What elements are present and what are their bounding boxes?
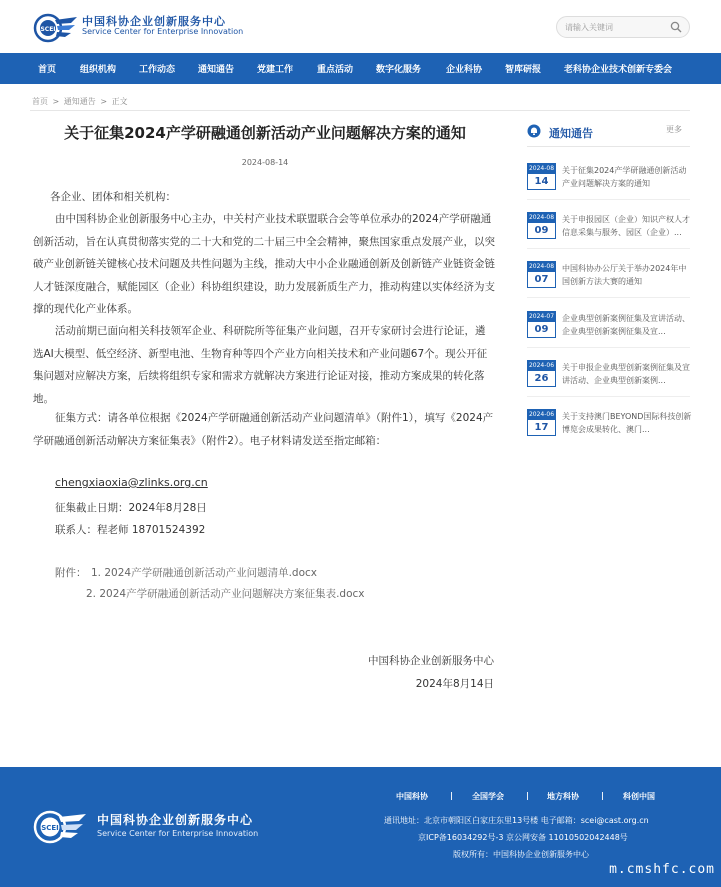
breadcrumb-home[interactable]: 首页 — [32, 97, 48, 106]
svg-text:SCEI: SCEI — [41, 824, 59, 832]
footer-address: 通讯地址：北京市朝阳区白家庄东里13号楼 电子邮箱：scei@cast.org.cn — [384, 816, 649, 825]
notice-title[interactable]: 关于申报企业典型创新案例征集及宣讲活动、企业典型创新案例... — [562, 363, 690, 385]
notice-title[interactable]: 关于申报园区（企业）知识产权人才信息采集与服务、园区（企业）... — [562, 215, 690, 237]
attachment-link-2[interactable]: 2. 2024产学研融通创新活动产业问题解决方案征集表.docx — [86, 588, 365, 600]
footer-link-separator: | — [526, 791, 529, 800]
article-paragraph-3: 征集方式：请各单位根据《2024产学研融通创新活动产业问题清单》（附件1），填写《2024产学研融通创新活动解决方案征集表》（附件2）。电子材料请发送至指定邮箱： — [33, 412, 494, 447]
breadcrumb-notices[interactable]: 通知通告 — [63, 97, 96, 106]
nav-item-senior-committee[interactable]: 老科协企业技术创新专委会 — [564, 65, 673, 75]
search-input[interactable] — [565, 20, 665, 35]
notice-divider — [527, 248, 690, 249]
notice-list-item[interactable] — [527, 212, 692, 252]
notice-date-day: 07 — [534, 274, 549, 285]
breadcrumb-current: 正文 — [111, 97, 128, 106]
footer-link-separator: | — [601, 791, 604, 800]
footer-link-local-cast[interactable]: 地方科协 — [547, 792, 579, 801]
nav-item-enterprise-cast[interactable]: 企业科协 — [446, 65, 483, 75]
notice-list-item[interactable] — [527, 261, 692, 301]
notice-list-item[interactable] — [527, 311, 692, 351]
notice-divider — [527, 297, 690, 298]
notice-date-box — [527, 212, 556, 239]
notice-title[interactable]: 中国科协办公厅关于举办2024年中国创新方法大赛的通知 — [562, 264, 687, 286]
main-nav — [0, 53, 721, 84]
site-footer — [0, 767, 721, 887]
nav-item-news[interactable]: 工作动态 — [139, 65, 176, 75]
sidebar-divider — [527, 146, 690, 147]
signature-date: 2024年8月14日 — [415, 678, 494, 690]
footer-link-national-societies[interactable]: 全国学会 — [472, 792, 504, 801]
article-paragraph-1: 由中国科协企业创新服务中心主办，中关村产业技术联盟联合会等单位承办的2024产学研融通创新活动，旨在认真贯彻落实党的二十大和党的二十届三中全会精神，聚焦国家重点发展产业，以突破产业创新链关键核心技术问题及共性问题为主线，推动大中小企业融通创新及创新链产业链资金链人才链深度融合，赋能园区（企业）科协组织建设，助力发展新质生产力，推动构建以实体经济为支撑的现代化产业体系。 — [33, 213, 495, 315]
notice-date-box — [527, 261, 556, 288]
footer-logo-icon — [32, 807, 88, 847]
search-icon[interactable] — [670, 21, 682, 33]
attachments-label: 附件： — [55, 567, 87, 579]
notice-date-month: 2024-07 — [528, 313, 555, 320]
search-box — [556, 16, 690, 38]
notice-title[interactable]: 企业典型创新案例征集及宣讲活动、企业典型创新案例征集及宣... — [562, 314, 690, 336]
footer-icp: 京ICP备16034292号-3 京公网安备 11010502042448号 — [418, 833, 628, 842]
notice-date-month: 2024-06 — [528, 362, 555, 369]
logo-title-en: Service Center for Enterprise Innovation — [82, 27, 244, 36]
notice-divider — [527, 347, 690, 348]
notice-title[interactable]: 关于征集2024产学研融通创新活动产业问题解决方案的通知 — [562, 166, 687, 188]
notice-title[interactable]: 关于支持澳门BEYOND国际科技创新博览会成果转化、澳门... — [562, 412, 692, 434]
breadcrumb-divider — [30, 110, 690, 111]
footer-copyright: 版权所有：中国科协企业创新服务中心 — [453, 850, 589, 859]
breadcrumb — [32, 96, 130, 107]
sidebar-more-link[interactable]: 更多 — [666, 125, 682, 134]
deadline-text: 征集截止日期：2024年8月28日 — [55, 502, 207, 514]
footer-link-separator: | — [450, 791, 453, 800]
notice-divider — [527, 396, 690, 397]
nav-item-notices[interactable]: 通知通告 — [198, 65, 235, 75]
footer-title-en: Service Center for Enterprise Innovation — [97, 829, 259, 838]
notice-date-day: 09 — [534, 225, 549, 236]
notice-date-month: 2024-06 — [528, 411, 555, 418]
signature-organization: 中国科协企业创新服务中心 — [368, 655, 494, 667]
nav-item-think-tank[interactable]: 智库研报 — [505, 65, 542, 75]
notice-divider — [527, 199, 690, 200]
nav-item-home[interactable]: 首页 — [38, 65, 57, 75]
notice-date-month: 2024-08 — [528, 165, 555, 172]
notice-date-day: 09 — [534, 324, 549, 335]
nav-item-key-activities[interactable]: 重点活动 — [317, 65, 354, 75]
nav-item-party-building[interactable]: 党建工作 — [257, 65, 294, 75]
sidebar-title: 通知通告 — [549, 127, 593, 140]
attachment-link-1[interactable]: 1. 2024产学研融通创新活动产业问题清单.docx — [91, 567, 317, 579]
breadcrumb-separator: > — [52, 97, 60, 106]
article-title: 关于征集2024产学研融通创新活动产业问题解决方案的通知 — [64, 124, 466, 142]
breadcrumb-separator: > — [100, 97, 108, 106]
notice-date-month: 2024-08 — [528, 214, 555, 221]
article-salutation: 各企业、团体和相关机构： — [50, 191, 176, 203]
notice-list-item[interactable] — [527, 163, 692, 203]
contact-text: 联系人：程老师 18701524392 — [55, 524, 206, 536]
nav-item-digital-services[interactable]: 数字化服务 — [376, 65, 422, 75]
footer-link-cast[interactable]: 中国科协 — [396, 792, 428, 801]
nav-item-organization[interactable]: 组织机构 — [80, 65, 117, 75]
notice-date-day: 17 — [534, 422, 549, 433]
notice-list-item[interactable] — [527, 409, 692, 449]
logo-title-cn: 中国科协企业创新服务中心 — [82, 15, 226, 28]
notice-date-box — [527, 163, 556, 190]
article-date: 2024-08-14 — [241, 158, 289, 167]
notice-date-month: 2024-08 — [528, 263, 555, 270]
contact-email-link[interactable]: chengxiaoxia@zlinks.org.cn — [55, 476, 208, 489]
site-header — [0, 0, 721, 53]
watermark-text: m.cmshfc.com — [609, 862, 715, 877]
footer-link-kechuang-china[interactable]: 科创中国 — [623, 792, 655, 801]
notice-date-day: 26 — [534, 373, 549, 384]
notice-date-day: 14 — [534, 176, 549, 187]
notice-date-box — [527, 311, 556, 338]
article-paragraph-2: 活动前期已面向相关科技领军企业、科研院所等征集产业问题，召开专家研讨会进行论证，遴选AI大模型、低空经济、新型电池、生物育种等四个产业方向相关技术和产业问题67个。现公开征集问题对应解决方案，后续将组织专家和需求方就解决方案进行论证对接，推动方案成果的转化落地。 — [33, 325, 488, 405]
svg-text:SCEI: SCEI — [40, 26, 56, 33]
scei-logo-icon[interactable] — [33, 11, 79, 45]
sidebar-header — [527, 120, 690, 144]
notice-date-box — [527, 360, 556, 387]
footer-title-cn: 中国科协企业创新服务中心 — [97, 813, 254, 827]
notice-list-item[interactable] — [527, 360, 692, 400]
notice-bell-icon — [527, 124, 541, 138]
notice-date-box — [527, 409, 556, 436]
